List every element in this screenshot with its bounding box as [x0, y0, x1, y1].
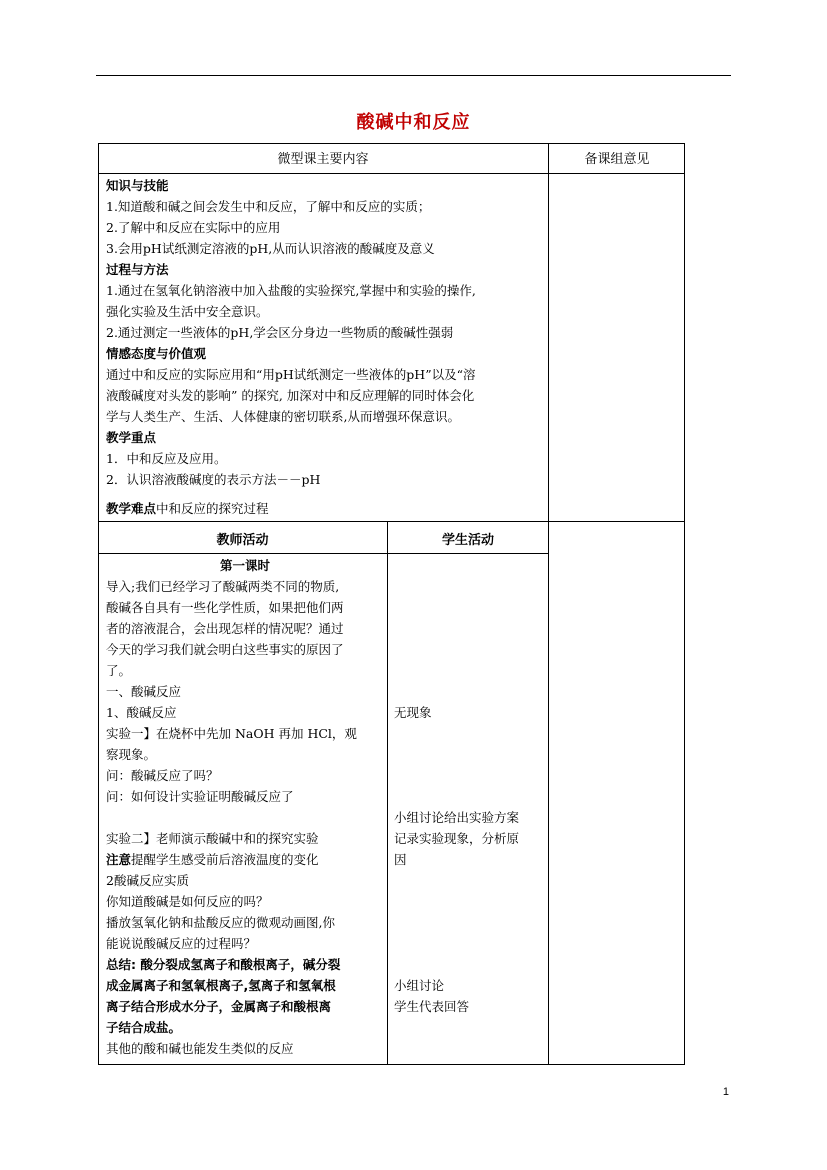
teacher-line: 实验一】在烧杯中先加 NaOH 再加 HCl，观 [106, 726, 357, 741]
teacher-line: 今天的学习我们就会明白这些事实的原因了 [106, 642, 344, 657]
student-line [394, 912, 544, 933]
teacher-line: 你知道酸碱是如何反应的吗？ [106, 894, 269, 909]
objective-line: 1．中和反应及应用。 [106, 451, 227, 466]
student-opinion-divider [548, 521, 549, 1065]
student-line [394, 744, 544, 765]
objective-line: 2．认识溶液酸碱度的表示方法－－pH [106, 472, 321, 487]
teacher-line: 察现象。 [106, 747, 157, 762]
student-line [394, 765, 544, 786]
opinion-header: 备课组意见 [584, 152, 650, 167]
objective-line: 通过中和反应的实际应用和“用pH试纸测定一些液体的pH”以及“溶 [106, 367, 476, 382]
student-line: 小组讨论 [394, 978, 445, 993]
objective-line: 3.会用pH试纸测定溶液的pH,从而认识溶液的酸碱度及意义 [106, 241, 435, 256]
student-line [394, 786, 544, 807]
teacher-line: 1、酸碱反应 [106, 705, 177, 720]
teacher-line: 子结合成盐。 [106, 1020, 182, 1035]
student-line [394, 576, 544, 597]
page-title: 酸碱中和反应 [356, 112, 471, 133]
teacher-line: 总结: 酸分裂成氢离子和酸根离子，碱分裂 [106, 957, 341, 972]
student-line [394, 555, 544, 576]
student-line [394, 681, 544, 702]
teacher-line: 注意提醒学生感受前后溶液温度的变化 [106, 852, 319, 867]
student-activity-text [394, 555, 544, 1017]
teacher-line: 导入;我们已经学习了酸碱两类不同的物质, [106, 579, 340, 594]
objective-line: 1.知道酸和碱之间会发生中和反应，了解中和反应的实质； [106, 199, 431, 214]
student-line [394, 660, 544, 681]
student-line [394, 618, 544, 639]
teacher-line [106, 807, 384, 828]
activity-header-rule [98, 553, 548, 554]
teacher-line: 其他的酸和碱也能发生类似的反应 [106, 1041, 294, 1056]
teacher-line: 播放氢氧化钠和盐酸反应的微观动画图,你 [106, 915, 335, 930]
objective-line: 强化实验及生活中安全意识。 [106, 304, 269, 319]
header-row-divider [98, 173, 685, 174]
objective-line: 学与人类生产、生活、人体健康的密切联系,从而增强环保意识。 [106, 409, 460, 424]
teacher-line: 问：酸碱反应了吗？ [106, 768, 219, 783]
teacher-line: 离子结合形成水分子，金属离子和酸根离 [106, 999, 332, 1014]
teacher-line: 实验二】老师演示酸碱中和的探究实验 [106, 831, 319, 846]
difficulty-text: 中和反应的探究过程 [156, 501, 269, 516]
student-line [394, 933, 544, 954]
student-line [394, 954, 544, 975]
difficulty-line [106, 498, 546, 519]
teacher-activity-header: 教师活动 [216, 533, 269, 548]
page-number: 1 [722, 1086, 729, 1098]
objective-line: 液酸碱度对头发的影响” 的探究, 加深对中和反应理解的同时体会化 [106, 388, 475, 403]
student-line [394, 639, 544, 660]
objective-line: 教学重点 [106, 430, 157, 445]
student-line: 因 [394, 852, 407, 867]
teacher-line: 了。 [106, 663, 132, 678]
activity-top-rule [98, 521, 685, 522]
student-activity-header: 学生活动 [441, 533, 494, 548]
objective-line: 2.通过测定一些液体的pH,学会区分身边一些物质的酸碱性强弱 [106, 325, 454, 340]
teacher-line: 一、酸碱反应 [106, 684, 182, 699]
teacher-line: 酸碱各自具有一些化学性质，如果把他们两 [106, 600, 344, 615]
student-line [394, 723, 544, 744]
objectives-block [106, 175, 546, 490]
header-rule [96, 75, 731, 76]
objective-line: 情感态度与价值观 [106, 346, 207, 361]
student-line: 小组讨论给出实验方案 [394, 810, 520, 825]
student-line: 记录实验现象，分析原 [394, 831, 520, 846]
opinion-column-divider [548, 143, 549, 525]
teacher-line: 2酸碱反应实质 [106, 873, 189, 888]
student-line: 无现象 [394, 705, 432, 720]
objective-line: 过程与方法 [106, 262, 169, 277]
student-line [394, 870, 544, 891]
student-line: 学生代表回答 [394, 999, 470, 1014]
teacher-line: 能说说酸碱反应的过程吗？ [106, 936, 257, 951]
teacher-line: 成金属离子和氢氧根离子,氢离子和氢氧根 [106, 978, 336, 993]
objective-line: 1.通过在氢氧化钠溶液中加入盐酸的实验探究,掌握中和实验的操作, [106, 283, 476, 298]
objective-line: 知识与技能 [106, 178, 169, 193]
objective-line: 2.了解中和反应在实际中的应用 [106, 220, 281, 235]
teacher-line: 问：如何设计实验证明酸碱反应了 [106, 789, 294, 804]
teacher-activity-text [106, 555, 384, 1059]
content-header: 微型课主要内容 [277, 152, 369, 167]
teacher-student-divider [387, 521, 388, 1065]
student-line [394, 891, 544, 912]
teacher-line: 第一课时 [219, 558, 270, 573]
difficulty-label: 教学难点 [106, 501, 157, 516]
teacher-line: 者的溶液混合，会出现怎样的情况呢？通过 [106, 621, 344, 636]
student-line [394, 597, 544, 618]
